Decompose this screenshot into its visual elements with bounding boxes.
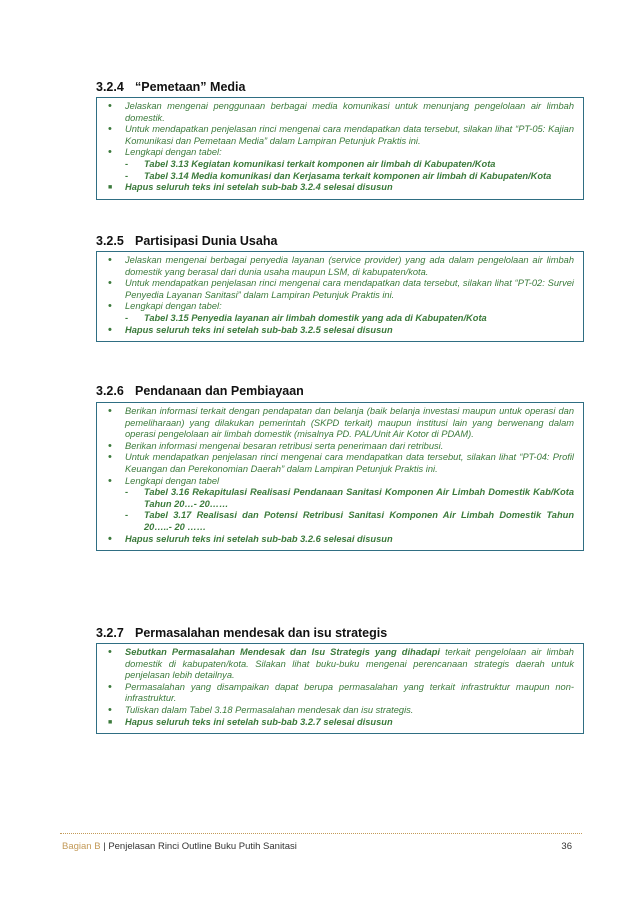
guidance-item: • Lengkapi dengan tabel - Tabel 3.16 Rekapitulasi Realisasi Pendanaan Sanitasi Komponen Air Limbah Domestik Kab/Kota Tahun 20…- 20…… - Tabel 3.17 Realisasi dan Potensi Retribusi Sanitasi Komponen Air Limbah Domestik Tahun 20…..- 20 …… bbox=[108, 474, 574, 532]
bullet-icon: • bbox=[108, 254, 112, 266]
guidance-item: • Berikan informasi terkait dengan pendapatan dan belanja (baik belanja investasi maupun untuk operasi dan pemeliharaan) yang dilakukan pemerintah (SKPD terkait) maupun institusi lain yang berwenang dalam operasi pengelolaan air limbah domestik (misalnya PD. PAL/Unit Air Kotor di PDAM). bbox=[108, 405, 574, 440]
section-heading-3-2-5: 3.2.5 Partisipasi Dunia Usaha bbox=[96, 234, 278, 248]
section-heading-3-2-6: 3.2.6 Pendanaan dan Pembiayaan bbox=[96, 384, 304, 398]
square-bullet-icon: ■ bbox=[108, 718, 113, 726]
table-reference: - Tabel 3.14 Media komunikasi dan Kerjasama terkait komponen air limbah di Kabupaten/Kota bbox=[125, 170, 552, 181]
footer-divider bbox=[60, 833, 582, 834]
guidance-item: ■ Hapus seluruh teks ini setelah sub-bab 3.2.4 selesai disusun bbox=[108, 182, 393, 193]
bullet-icon: • bbox=[108, 405, 112, 417]
page-footer bbox=[62, 841, 582, 852]
bullet-icon: • bbox=[108, 300, 112, 313]
guidance-item: • Hapus seluruh teks ini setelah sub-bab 3.2.6 selesai disusun bbox=[108, 532, 393, 545]
bullet-icon: • bbox=[108, 123, 112, 136]
section-heading-3-2-7: 3.2.7 Permasalahan mendesak dan isu strategis bbox=[96, 626, 388, 640]
footer-part-label: Bagian B bbox=[62, 841, 101, 852]
guidance-item: • Lengkapi dengan tabel: - Tabel 3.15 Penyedia layanan air limbah domestik yang ada di Kabupaten/Kota bbox=[106, 301, 574, 324]
guidance-item: • Untuk mendapatkan penjelasan rinci mengenai cara mendapatkan data tersebut, silakan lihat “PT-04: Profil Keuangan dan Perekonomian Daerah” dalam Lampiran Petunjuk Praktis ini. bbox=[108, 451, 574, 474]
guidance-item: • Permasalahan yang disampaikan dapat berupa permasalahan yang terkait infrastruktur maupun non-infrastruktur. bbox=[108, 680, 574, 704]
bullet-icon: • bbox=[108, 439, 112, 452]
guidance-item: • Jelaskan mengenai penggunaan berbagai media komunikasi untuk menunjang pengelolaan air limbah domestik. bbox=[108, 100, 574, 123]
bullet-icon: • bbox=[108, 474, 112, 487]
bullet-icon: • bbox=[108, 703, 112, 716]
bullet-icon: • bbox=[108, 451, 112, 464]
guidance-item: ■ Hapus seluruh teks ini setelah sub-bab 3.2.7 selesai disusun bbox=[108, 716, 393, 727]
guidance-box-3-2-5 bbox=[96, 251, 584, 342]
bullet-icon: • bbox=[108, 532, 112, 545]
guidance-item: • Hapus seluruh teks ini setelah sub-bab 3.2.5 selesai disusun bbox=[108, 323, 393, 336]
guidance-item: • Tuliskan dalam Tabel 3.18 Permasalahan mendesak dan isu strategis. bbox=[108, 703, 414, 716]
guidance-item: • Berikan informasi mengenai besaran retribusi serta penerimaan dari retribusi. bbox=[108, 439, 444, 452]
table-reference: - Tabel 3.15 Penyedia layanan air limbah domestik yang ada di Kabupaten/Kota bbox=[125, 312, 487, 323]
footer-title: Penjelasan Rinci Outline Buku Putih Sanitasi bbox=[108, 841, 297, 852]
guidance-box-3-2-4 bbox=[96, 97, 584, 200]
footer-separator: | bbox=[103, 841, 106, 852]
section-heading-3-2-4: 3.2.4 “Pemetaan” Media bbox=[96, 80, 246, 94]
guidance-item: • Untuk mendapatkan penjelasan rinci mengenai cara mendapatkan data tersebut, silakan lihat “PT-02: Survei Penyedia Layanan Sanitasi” dalam Lampiran Petunjuk Praktis ini. bbox=[108, 277, 574, 300]
table-reference: - Tabel 3.13 Kegiatan komunikasi terkait komponen air limbah di Kabupaten/Kota bbox=[125, 158, 496, 169]
bullet-icon: • bbox=[108, 680, 112, 693]
page-number: 36 bbox=[561, 841, 572, 852]
guidance-item: • Jelaskan mengenai berbagai penyedia layanan (service provider) yang ada dalam pengelolaan air limbah domestik yang berasal dari dunia usaha maupun LSM, di kabupaten/kota. bbox=[108, 254, 574, 277]
bullet-icon: • bbox=[108, 646, 112, 658]
bullet-icon: • bbox=[108, 100, 112, 112]
guidance-box-3-2-6 bbox=[96, 402, 584, 551]
guidance-item: • Sebutkan Permasalahan Mendesak dan Isu Strategis yang dihadapi terkait pengelolaan air limbah domestik di kabupaten/kota. Silakan lihat buku-buku mengenai perencanaan strategis daerah untuk penjelasan lebih detailnya. bbox=[108, 646, 574, 681]
guidance-item: • Lengkapi dengan tabel: - Tabel 3.13 Kegiatan komunikasi terkait komponen air limbah di Kabupaten/Kota - Tabel 3.14 Media komunikasi dan Kerjasama terkait komponen air limbah di Kabupaten/Kota bbox=[106, 147, 574, 182]
table-reference: - Tabel 3.16 Rekapitulasi Realisasi Pendanaan Sanitasi Komponen Air Limbah Domestik Kab/Kota Tahun 20…- 20…… bbox=[125, 487, 574, 509]
square-bullet-icon: ■ bbox=[108, 184, 113, 192]
bullet-icon: • bbox=[108, 146, 112, 159]
guidance-item: • Untuk mendapatkan penjelasan rinci mengenai cara mendapatkan data tersebut, silakan lihat “PT-05: Kajian Komunikasi dan Pemetaan Media” dalam Lampiran Petunjuk Praktis ini. bbox=[108, 123, 574, 146]
table-reference: - Tabel 3.17 Realisasi dan Potensi Retribusi Sanitasi Komponen Air Limbah Domestik Tahun 20…..- 20 …… bbox=[125, 510, 574, 532]
guidance-box-3-2-7 bbox=[96, 643, 584, 734]
bullet-icon: • bbox=[108, 323, 112, 336]
bullet-icon: • bbox=[108, 277, 112, 290]
